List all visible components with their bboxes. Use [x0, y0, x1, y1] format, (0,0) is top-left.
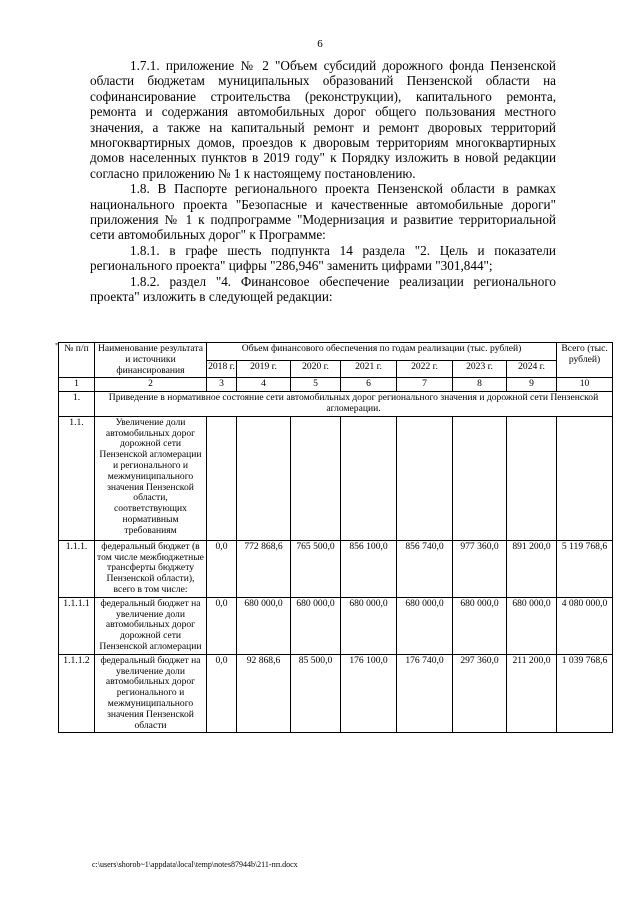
page-number: 6: [317, 38, 323, 50]
paragraph-1-8: 1.8. В Паспорте регионального проекта Пензенской области в рамках национального проекта "Безопасные и качественные автомобильные дороги" приложения № 1 к подпрограмме "Модернизация и развитие территориальной сети автомобильных дорог" к Программе:: [90, 181, 556, 243]
paragraph-1-8-1: 1.8.1. в графе шесть подпункта 14 раздела "2. Цель и показатели регионального проекта" цифры "286,946" заменить цифрами "301,844";: [90, 242, 556, 274]
header-name: Наименование результата и источники финансирования: [95, 343, 207, 378]
header-total: Всего (тыс. рублей): [557, 343, 613, 378]
column-number: 2: [95, 378, 207, 392]
row-value: [237, 416, 291, 540]
row-value: 680 000,0: [237, 597, 291, 654]
row-value: 4 080 000,0: [557, 597, 613, 654]
paragraph-1-8-2: 1.8.2. раздел "4. Финансовое обеспечение реализации регионального проекта" изложить в следующей редакции:: [90, 273, 556, 305]
opening-quote-mark: ": [55, 342, 60, 353]
row-num: 1.1.1.2: [59, 654, 95, 733]
row-value: 0,0: [207, 540, 237, 597]
column-number: 5: [291, 378, 341, 392]
row-value: 211 200,0: [507, 654, 557, 733]
column-number: 10: [557, 378, 613, 392]
header-year: 2018 г.: [207, 360, 237, 378]
row-num: 1.1.1.1: [59, 597, 95, 654]
row-value: [557, 416, 613, 540]
row-value: 5 119 768,6: [557, 540, 613, 597]
body-text: [90, 58, 556, 305]
header-num: № п/п: [59, 343, 95, 378]
row-value: 680 000,0: [453, 597, 507, 654]
row-value: 765 500,0: [291, 540, 341, 597]
row-value: 0,0: [207, 597, 237, 654]
section-title: Приведение в нормативное состояние сети автомобильных дорог регионального значения и дорожной сети Пензенской агломерации.: [95, 392, 613, 417]
header-year: 2022 г.: [397, 360, 453, 378]
row-num: 1.1.: [59, 416, 95, 540]
row-num: 1.1.1.: [59, 540, 95, 597]
row-value: 772 868,6: [237, 540, 291, 597]
financing-table: [58, 342, 613, 733]
table-row: [59, 654, 613, 733]
row-value: 1 039 768,6: [557, 654, 613, 733]
header-year: 2023 г.: [453, 360, 507, 378]
row-value: [453, 416, 507, 540]
row-value: 680 000,0: [291, 597, 341, 654]
row-value: [341, 416, 397, 540]
row-value: 92 868,6: [237, 654, 291, 733]
row-name: федеральный бюджет (в том числе межбюджетные трансферты бюджету Пензенской области), всего в том числе:: [95, 540, 207, 597]
column-number: 3: [207, 378, 237, 392]
row-value: 680 000,0: [397, 597, 453, 654]
file-path-footer: c:\users\shorob~1\appdata\local\temp\notes87944b\211-пп.docx: [92, 860, 298, 869]
paragraph-1-7-1: 1.7.1. приложение № 2 "Объем субсидий дорожного фонда Пензенской области бюджетам муниципальных образований Пензенской области на софинансирование строительства (реконструкции), капитального ремонта, ремонта и содержания автомобильных дорог общего пользования местного значения, а также на капитальный ремонт и ремонт дворовых территорий многоквартирных домов, проездов к дворовым территориям многоквартирных домов населенных пунктов в 2019 году" к Порядку изложить в новой редакции согласно приложению № 1 к настоящему постановлению.: [90, 58, 556, 181]
row-value: 297 360,0: [453, 654, 507, 733]
header-year: 2019 г.: [237, 360, 291, 378]
row-value: 0,0: [207, 654, 237, 733]
column-number: 8: [453, 378, 507, 392]
table-header-row: [59, 343, 613, 361]
row-name: Увеличение доли автомобильных дорог дорожной сети Пензенской агломерации и регионального и межмуниципального значения Пензенской области, соответствующих нормативным требованиям: [95, 416, 207, 540]
row-value: 85 500,0: [291, 654, 341, 733]
header-year: 2021 г.: [341, 360, 397, 378]
column-number: 9: [507, 378, 557, 392]
table-row: [59, 597, 613, 654]
row-value: 176 100,0: [341, 654, 397, 733]
row-value: 176 740,0: [397, 654, 453, 733]
column-number: 4: [237, 378, 291, 392]
row-value: 977 360,0: [453, 540, 507, 597]
column-number: 7: [397, 378, 453, 392]
row-value: [507, 416, 557, 540]
row-value: 856 740,0: [397, 540, 453, 597]
column-number-row: [59, 378, 613, 392]
row-value: 680 000,0: [341, 597, 397, 654]
row-name: федеральный бюджет на увеличение доли автомобильных дорог дорожной сети Пензенской агломерации: [95, 597, 207, 654]
row-value: [291, 416, 341, 540]
row-value: [397, 416, 453, 540]
header-year: 2020 г.: [291, 360, 341, 378]
table-row: [59, 416, 613, 540]
row-value: 680 000,0: [507, 597, 557, 654]
row-value: 891 200,0: [507, 540, 557, 597]
section-row: [59, 392, 613, 417]
row-value: 856 100,0: [341, 540, 397, 597]
section-num: 1.: [59, 392, 95, 417]
header-year: 2024 г.: [507, 360, 557, 378]
table-row: [59, 540, 613, 597]
row-value: [207, 416, 237, 540]
column-number: 6: [341, 378, 397, 392]
header-volume: Объем финансового обеспечения по годам реализации (тыс. рублей): [207, 343, 557, 361]
row-name: федеральный бюджет на увеличение доли автомобильных дорог регионального и межмуниципального значения Пензенской области: [95, 654, 207, 733]
column-number: 1: [59, 378, 95, 392]
